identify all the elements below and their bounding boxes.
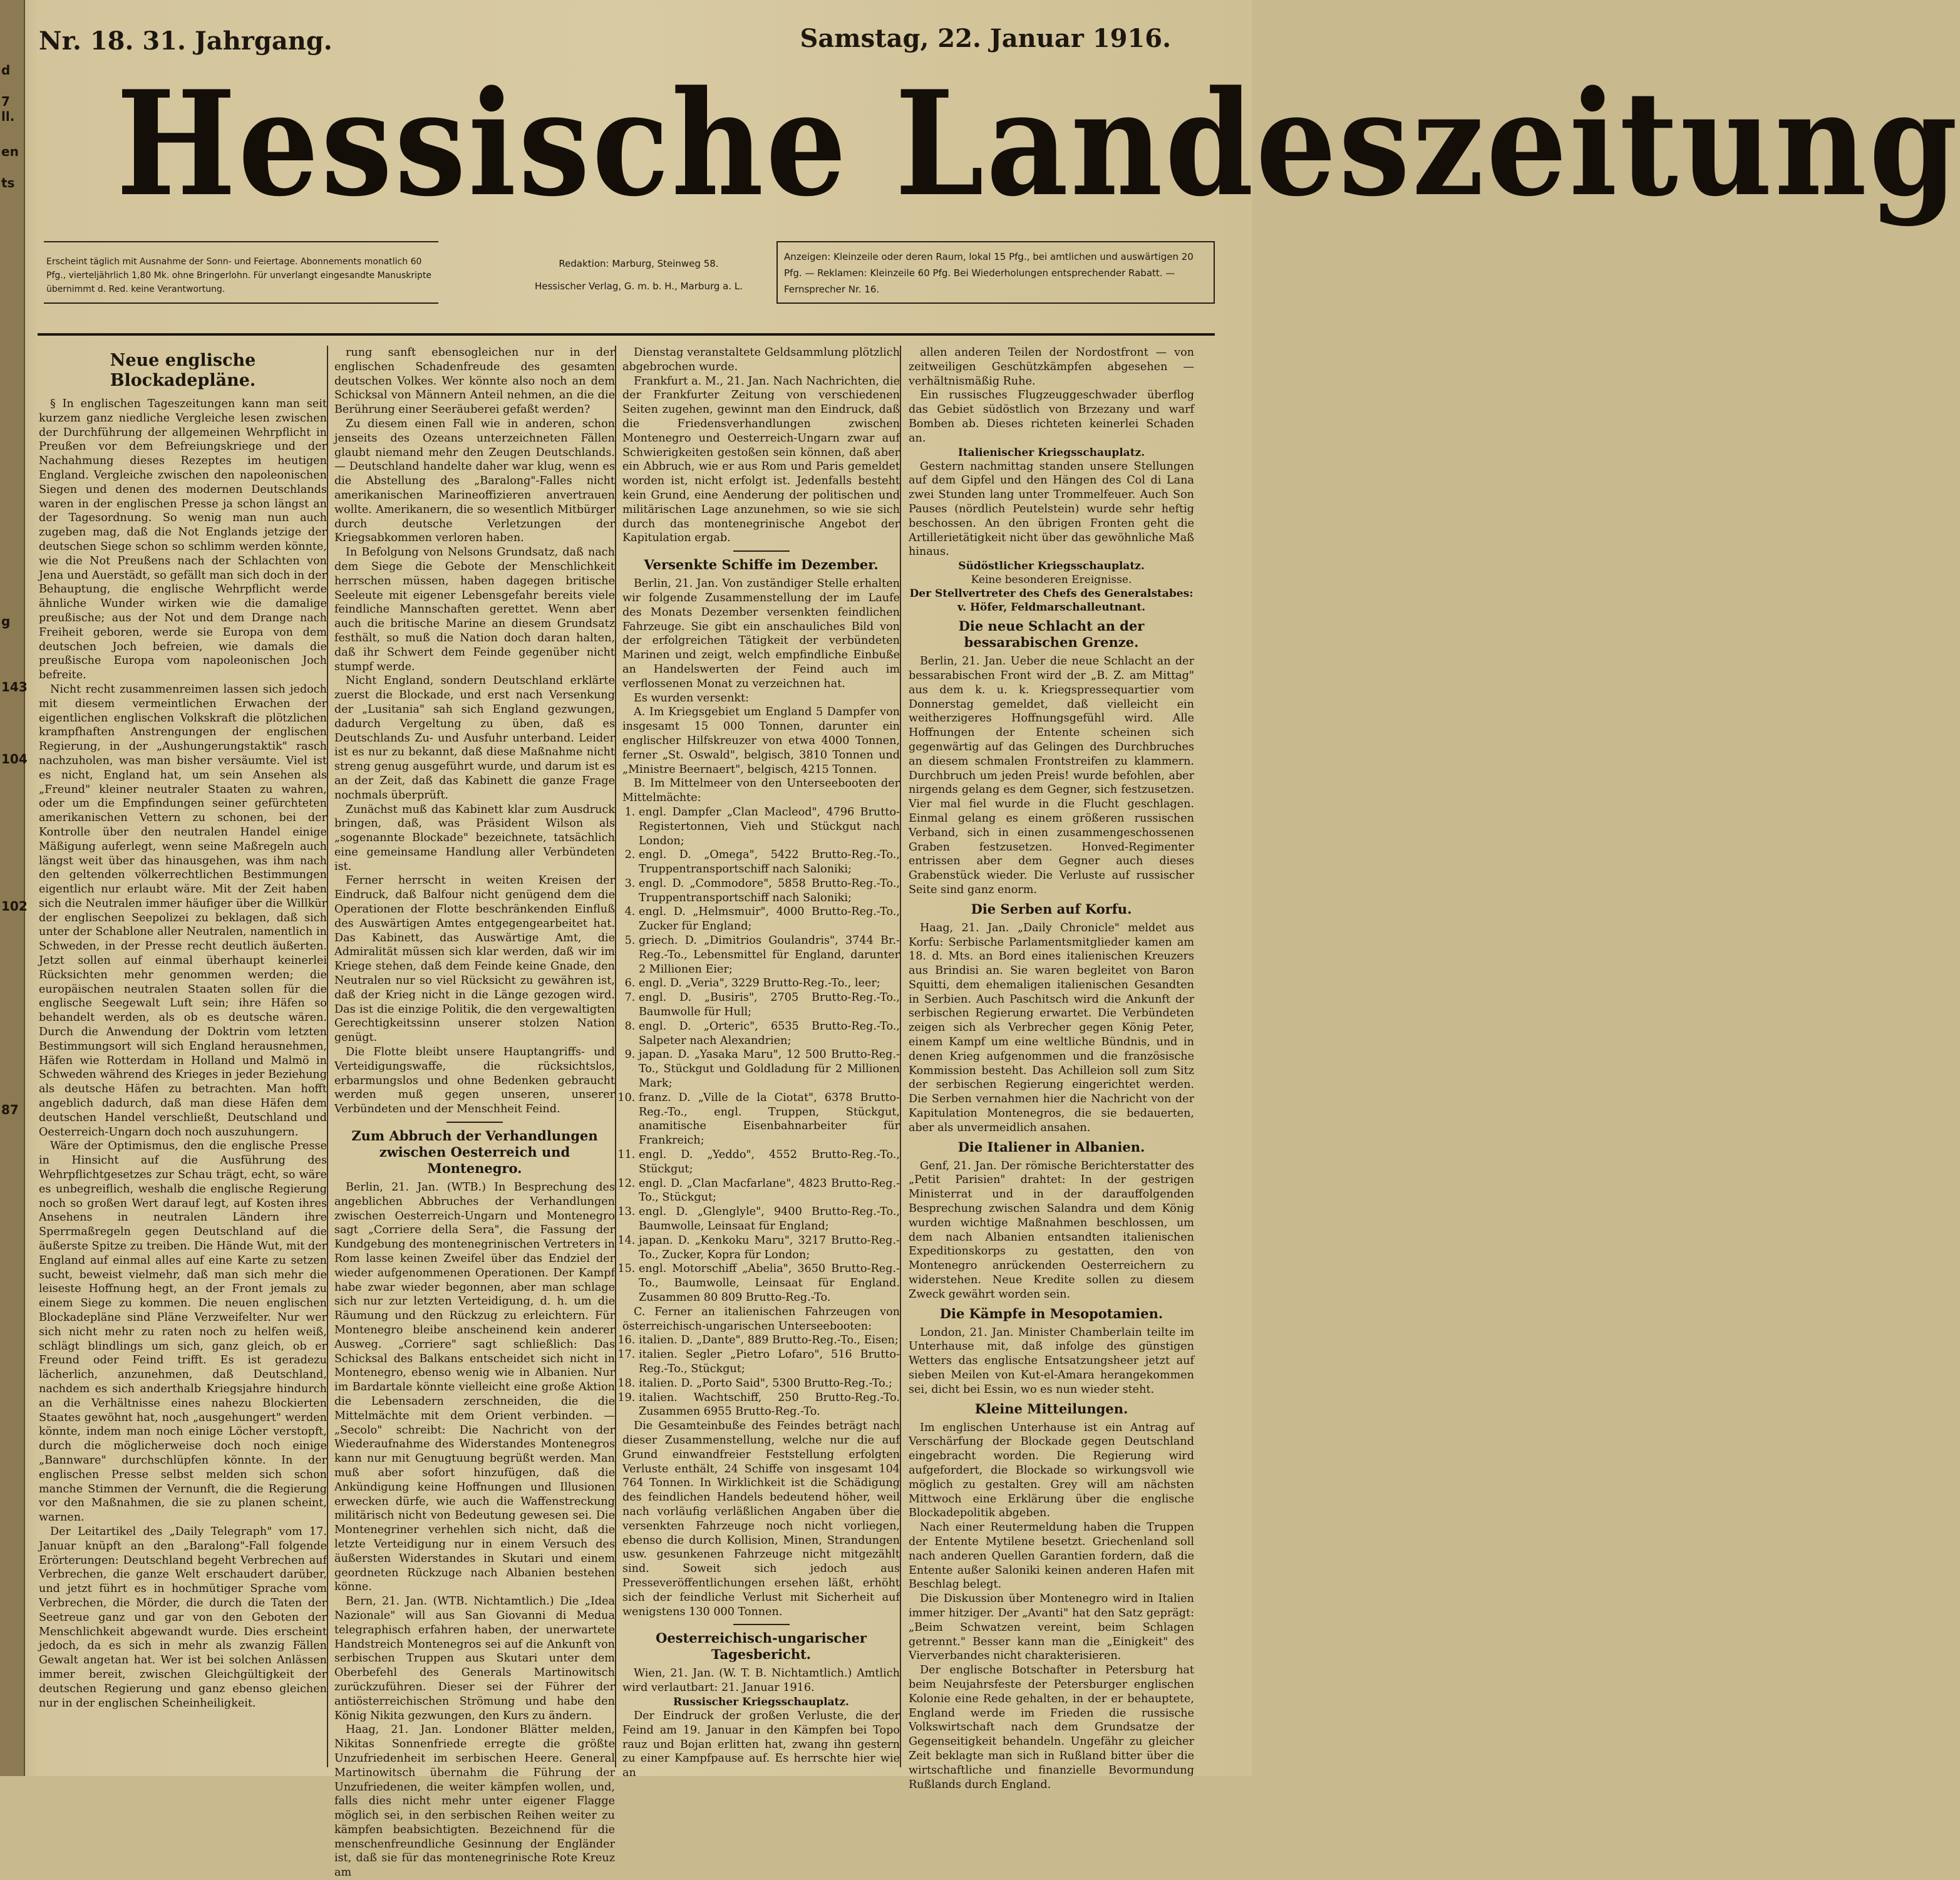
list-item: 14. japan. D. „Kenkoku Maru", 3217 Brutto-Reg.-To., Zucker, Kopra für London; xyxy=(639,1234,900,1263)
editorial-address: Redaktion: Marburg, Steinweg 58. xyxy=(559,258,719,269)
ship-list-italian xyxy=(622,1333,900,1419)
section-divider xyxy=(733,550,790,552)
article-paragraph: Haag, 21. Jan. „Daily Chronicle" meldet aus Korfu: Serbische Parlamentsmitglieder kamen am 18. d. Mts. an Bord eines italienischen Kreuzers aus Brindisi an. Sie waren begleitet von Baron Squitti, dem ehemaligen italienischen Gesandten in Serbien. Auch Paschitsch wird die Ankunft der serbischen Regierung erwartet. Die Verbündeten zeigen sich als Verbrecher gegen König Peter, einem Kampf um eine weltliche Bündnis, und in denen Krieg aufgenommen und die französische Kommission besteht. Das Achilleion soll zum Sitz der serbischen Regierung eingerichtet werden. Die Serben vernahmen hier die Nachricht von der Kapitulation Montenegros, die sie bedauerten, aber als unvermeidlich ansahen. xyxy=(909,921,1194,1134)
article-paragraph: Wien, 21. Jan. (W. T. B. Nichtamtlich.) Amtlich wird verlautbart: 21. Januar 1916. xyxy=(622,1667,900,1695)
section-divider xyxy=(446,1122,503,1123)
list-item: 8. engl. D. „Orteric", 6535 Brutto-Reg.-To., Salpeter nach Alexandrien; xyxy=(639,1020,900,1048)
header-rule xyxy=(38,333,1215,336)
section-subheading: Russischer Kriegsschauplatz. xyxy=(673,1695,849,1708)
article-paragraph: Ferner herrscht in weiten Kreisen der Eindruck, daß Balfour nicht genügend dem die Operationen der Flotte beschränkenden Einfluß des Auswärtigen Amtes entgegengearbeitet hat. Das Kabinett, das Auswärtige Amt, die Admiralität müssen sich klar werden, daß wir im Kriege stehen, daß dem Feinde keine Gnade, den Neutralen nur so viel Rücksicht zu gewähren ist, daß der Krieg nicht in die Länge gezogen wird. Das ist die einzige Politik, die den vergewaltigten Gerechtigkeitssinn unserer stolzen Nation genügt. xyxy=(334,874,615,1045)
article-paragraph: London, 21. Jan. Minister Chamberlain teilte im Unterhause mit, daß infolge des günstigen Wetters das englische Entsatzungsheer jetzt auf sieben Meilen von Kut-el-Amara herangekommen sei, dicht bei Essin, wo es nun wieder steht. xyxy=(909,1326,1194,1396)
article-paragraph: B. Im Mittelmeer von den Unterseebooten der Mittelmächte: xyxy=(622,777,900,805)
article-paragraph: Zunächst muß das Kabinett klar zum Ausdruck bringen, daß, was Präsident Wilson als „sogenannte Blockade" bezeichnete, tatsächlich eine gemeinsame Handlung aller Verbündeten ist. xyxy=(334,803,615,873)
article-paragraph: C. Ferner an italienischen Fahrzeugen von österreichisch-ungarischen Unterseebooten: xyxy=(622,1305,900,1333)
article-paragraph: Gestern nachmittag standen unsere Stellungen auf dem Gipfel und den Hängen des Col di Lana zwei Stunden lang unter Trommelfeuer. Auch Son Pauses (nördlich Peutelstein) wurde sehr heftig beschossen. An den übrigen Fronten geht die Artillerietätigkeit nicht über das gewöhnliche Maß hinaus. xyxy=(909,460,1194,559)
list-item: 6. engl. D. „Veria", 3229 Brutto-Reg.-To., leer; xyxy=(639,976,900,991)
article-paragraph: Berlin, 21. Jan. Von zuständiger Stelle erhalten wir folgende Zusammenstellung der im Laufe des Monats Dezember versenkten feindlichen Fahrzeuge. Sie gibt ein anschauliches Bild von der erfolgreichen Tätigkeit der verbündeten Marinen und zeigt, welch empfindliche Einbuße an Handelswerten der Feind auch im verflossenen Monat zu verzeichnen hat. xyxy=(622,577,900,690)
article-paragraph: Genf, 21. Jan. Der römische Berichterstatter des „Petit Parisien" drahtet: In der gestrigen Ministerrat und in der darauffolgenden Besprechung zwischen Salandra und dem König wurden wichtige Maßnahmen beschlossen, um dem nach Albanien entsandten italienischen Expeditionskorps zu gestatten, den von Montenegro anrückenden Oesterreichern zu widerstehen. Neue Kredite sollen zu diesem Zweck gewährt worden sein. xyxy=(909,1159,1194,1301)
column-3 xyxy=(615,346,900,1780)
article-paragraph: Nicht England, sondern Deutschland erklärte zuerst die Blockade, und erst nach Versenkung der „Lusitania" sah sich England gezwungen, dadurch Vergeltung zu üben, daß es Deutschlands Zu- und Ausfuhr unterband. Leider ist es nur zu bekannt, daß diese Maßnahme nicht streng genug ausgeführt wurde, und darum ist es an der Zeit, daß das Kabinett die ganze Frage nochmals überprüft. xyxy=(334,674,615,802)
issue-date: Samstag, 22. Januar 1916. xyxy=(800,24,1171,53)
article-paragraph: Haag, 21. Jan. Londoner Blätter melden, Nikitas Sonnenfriede erregte die größte Unzufriedenheit im serbischen Heere. General Martinowitsch übernahm die Führung der Unzufriedenen, die weiter kämpfen wollen, und, falls dies nicht mehr unter eigener Flagge möglich sei, in den serbischen Reihen weiter zu kämpfen beabsichtigten. Bezeichnend für die menschenfreundliche Gesinnung der Engländer ist, daß sie für das montenegrinische Rote Kreuz am xyxy=(334,1723,615,1879)
list-item: 16. italien. D. „Dante", 889 Brutto-Reg.-To., Eisen; xyxy=(639,1333,900,1348)
publisher-info: Hessischer Verlag, G. m. b. H., Marburg a. L. xyxy=(534,281,743,292)
article-headline: Oesterreichisch-ungarischer Tagesbericht. xyxy=(656,1630,867,1663)
list-item: 7. engl. D. „Busiris", 2705 Brutto-Reg.-To., Baumwolle für Hull; xyxy=(639,991,900,1020)
article-paragraph: Berlin, 21. Jan. (WTB.) In Besprechung des angeblichen Abbruches der Verhandlungen zwischen Oesterreich-Ungarn und Montenegro sagt „Corriere della Sera", die Fassung der Kundgebung des montenegrinischen Vertreters in Rom lasse keinen Zweifel über das Endziel der wieder aufgenommenen Operationen. Der Kampf habe zwar wieder begonnen, aber man schlage sich nur zur letzten Verteidigung, d. h. um die Räumung und den Rückzug zu erleichtern. Für Montenegro bleibe anscheinend kein anderer Ausweg. „Corriere" sagt schließlich: Das Schicksal des Balkans entscheidet sich nicht in Montenegro, ebenso wenig wie in Albanien. Nur im Bardartale könnte vielleicht eine große Aktion die Lebensadern zerschneiden, die die Mittelmächte mit dem Orient verbinden. — „Secolo" schreibt: Die Nachricht von der Wiederaufnahme des Widerstandes Montenegros kann nur mit Genugtuung begrüßt werden. Man muß aber sofort hinzufügen, daß die Ankündigung keine Hoffnungen und Illusionen erwecken dürfe, wie auch die Waffenstreckung militärisch nicht von Bedeutung gewesen sei. Die Montenegriner verhehlen sich nicht, daß die letzte Verteidigung nur in einem Versuch des äußersten Widerstandes in Skutari und einem geordneten Rückzuge nach Albanien bestehen könne. xyxy=(334,1181,615,1594)
section-subheading: Südöstlicher Kriegsschauplatz. xyxy=(958,560,1145,573)
list-item: 10. franz. D. „Ville de la Ciotat", 6378 Brutto-Reg.-To., engl. Truppen, Stückgut, anamitische Eisenbahnarbeiter für Frankreich; xyxy=(639,1091,900,1148)
article-paragraph: Dienstag veranstaltete Geldsammlung plötzlich abgebrochen wurde. xyxy=(622,346,900,373)
article-paragraph: Ein russisches Flugzeuggeschwader überflog das Gebiet südöstlich von Brzezany und warf Bomben ab. Dieses richteten keinerlei Schaden an. xyxy=(909,389,1194,445)
article-headline: Zum Abbruch der Verhandlungen zwischen Oesterreich und Montenegro. xyxy=(351,1128,598,1177)
article-paragraph: allen anderen Teilen der Nordostfront — von zeitweiligen Geschützkämpfen abgesehen — verhältnismäßig Ruhe. xyxy=(909,346,1194,388)
strip-text: g xyxy=(1,614,11,629)
section-subheading: Italienischer Kriegsschauplatz. xyxy=(957,446,1145,459)
article-paragraph: Frankfurt a. M., 21. Jan. Nach Nachrichten, die der Frankfurter Zeitung von verschiedenen Seiten zugehen, gewinnt man den Eindruck, daß die Friedensverhandlungen zwischen Montenegro und Oesterreich-Ungarn zwar auf Schwierigkeiten gestoßen sein können, daß aber ein Abbruch, wie er aus Rom und Paris gemeldet worden ist, nicht erfolgt ist. Jedenfalls besteht kein Grund, eine Aenderung der politischen und militärischen Lage anzunehmen, so wie sie sich durch das montenegrinische Angebot der Kapitulation ergab. xyxy=(622,374,900,545)
article-paragraph: Im englischen Unterhause ist ein Antrag auf Verschärfung der Blockade gegen Deutschland eingebracht worden. Die Regierung wird aufgefordert, die Blockade so wirkungsvoll wie möglich zu gestalten. Grey will am nächsten Mittwoch eine Erklärung über die englische Blockadepolitik abgeben. xyxy=(909,1421,1194,1520)
section-divider xyxy=(733,1624,790,1625)
signature: Der Stellvertreter des Chefs des Generalstabes: v. Höfer, Feldmarschalleutnant. xyxy=(909,587,1194,614)
subscription-info: Erscheint täglich mit Ausnahme der Sonn- und Feiertage. Abonnements monatlich 60 Pfg., vierteljährlich 1,80 Mk. ohne Bringerlohn. Für unverlangt eingesandte Manuskripte übernimmt d. Red. keine Verantwortung. xyxy=(44,241,438,304)
article-paragraph: Nicht recht zusammenreimen lassen sich jedoch mit diesem vermeintlichen Erwachen der eigentlichen englischen Volkskraft die plötzlichen krampfhaften Anstrengungen der englischen Regierung, in der „Aushungerungstaktik" rasch nachzuholen, was man bisher versäumte. Viel ist es nicht, England hat, um sein Ansehen als „Freund" kleiner neutraler Staaten zu wahren, oder um die Empfindungen seiner gefürchteten amerikanischen Vettern zu schonen, bei der Kontrolle über den neutralen Handel einige Mäßigung auferlegt, wenn seine Maßregeln auch längst weit über das hinausgehen, was ihm nach den geltenden völkerrechtlichen Bestimmungen eigentlich nur erlaubt wäre. Mit der Zeit haben sich die Neutralen immer häufiger über die Willkür der englischen Seepolizei zu beklagen, daß sich unter der Schablone aller Neutralen, namentlich in Schweden, in der Presse recht deutlich äußerten. Jetzt sollen auf einmal überhaupt keinerlei Rücksichten mehr genommen werden; die europäischen neutralen Staaten sollen für die englische Seegewalt Luft sein; ihre Häfen so behandelt werden, als ob es deutsche wären. Durch die Anwendung der Doktrin vom letzten Bestimmungsort will sich England herausnehmen, Häfen wie Rotterdam in Holland und Malmö in Schweden während des Krieges in jeder Beziehung als deutsche Häfen zu betrachten. Man hofft angeblich dadurch, daß man diese Häfen dem deutschen Handel verschließt, Deutschland und Oesterreich-Ungarn doch noch auszuhungern. xyxy=(39,683,327,1139)
list-item: 5. griech. D. „Dimitrios Goulandris", 3744 Br.-Reg.-To., Lebensmittel für England, darunter 2 Millionen Eier; xyxy=(639,934,900,976)
article-paragraph: Wäre der Optimismus, den die englische Presse in Hinsicht auf die Ausführung des Wehrpflichtgesetzes zur Schau trägt, echt, so wäre es unbegreiflich, weshalb die englische Regierung noch so großen Wert darauf legt, auf Kosten ihres Ansehens in neutralen Ländern ihre Sperrmaßregeln gegen Deutschland auf die äußerste Spitze zu treiben. Die Hände Wut, mit der England auf einmal alles auf eine Karte zu setzen sucht, beweist vielmehr, daß man sich mehr die leiseste Hoffnung hegt, an der Front jemals zu einem Siege zu kommen. Die neuen englischen Blockadepläne sind Pläne Verzweifelter. Nur wer sich nicht mehr zu raten noch zu helfen weiß, schlägt blindlings um sich, ganz gleich, ob er Freund oder Feind trifft. Es ist geradezu lächerlich, anzunehmen, daß Deutschland, nachdem es sich anderthalb Kriegsjahre hindurch an die Verhältnisse eines nahezu Blockierten Staates gewöhnt hat, noch „ausgehungert" werden könnte, indem man noch einige Löcher verstopft, durch die möglicherweise doch noch einige „Bannware" durchschlüpfen könnte. In der englischen Presse selbst melden sich schon manche Stimmen der Vernunft, die die Regierung vor den Maßnahmen, die sie zu planen scheint, warnen. xyxy=(39,1140,327,1524)
list-item: 4. engl. D. „Helmsmuir", 4000 Brutto-Reg.-To., Zucker für England; xyxy=(639,905,900,934)
article-paragraph: Zu diesem einen Fall wie in anderen, schon jenseits des Ozeans unterzeichneten Fällen glaubt niemand mehr den Zeugen Deutschlands. — Deutschland handelte daher war klug, wenn es die Abstellung des „Baralong"-Falles nicht amerikanischen Marineoffizieren anvertrauen wollte. Amerikanern, die so wesentlich Mitbürger durch deutsche Verletzungen der Kriegsabkommen verloren haben. xyxy=(334,417,615,545)
article-paragraph: Der Eindruck der großen Verluste, die der Feind am 19. Januar in den Kämpfen bei Topo rauz und Bojan erlitten hat, zwang ihn gestern zu einer Kampfpause auf. Es herrschte hier wie an xyxy=(622,1709,900,1780)
strip-text: d xyxy=(1,63,11,78)
article-paragraph: Bern, 21. Jan. (WTB. Nichtamtlich.) Die „Idea Nazionale" will aus San Giovanni di Medua telegraphisch erfahren haben, der unerwartete Handstreich Montenegros sei auf die Ankunft von serbischen Truppen aus Skutari unter dem Oberbefehl des Generals Martinowitsch zurückzuführen. Dieser sei der Führer der antiösterreichischen Strömung und habe den König Nikita gezwungen, den Kurs zu ändern. xyxy=(334,1595,615,1722)
article-headline: Kleine Mitteilungen. xyxy=(974,1400,1128,1417)
list-item: 15. engl. Motorschiff „Abelia", 3650 Brutto-Reg.-To., Baumwolle, Leinsaat für England. Zusammen 80 809 Brutto-Reg.-To. xyxy=(639,1262,900,1304)
article-paragraph: Nach einer Reutermeldung haben die Truppen der Entente Mytilene besetzt. Griechenland soll nach anderen Quellen Garantien fordern, daß die Entente außer Saloniki keinen anderen Hafen mit Beschlag belegt. xyxy=(909,1521,1194,1591)
newspaper-title: Hessische Landeszeitung xyxy=(116,59,1960,229)
list-item: 3. engl. D. „Commodore", 5858 Brutto-Reg.-To., Truppentransportschiff nach Saloniki; xyxy=(639,877,900,906)
advertising-info: Anzeigen: Kleinzeile oder deren Raum, lokal 15 Pfg., bei amtlichen und auswärtigen 20 Pfg. — Reklamen: Kleinzeile 60 Pfg. Bei Wiederholungen entsprechender Rabatt. — Fernsprecher Nr. 16. xyxy=(776,241,1215,304)
list-item: 12. engl. D. „Clan Macfarlane", 4823 Brutto-Reg.-To., Stückgut; xyxy=(639,1177,900,1206)
strip-text: 102 xyxy=(1,899,28,914)
article-paragraph: Die Gesamteinbuße des Feindes beträgt nach dieser Zusammenstellung, welche nur die auf Grund einwandfreier Feststellung erfolgten Verluste enthält, 24 Schiffe von insgesamt 104 764 Tonnen. In Wirklichkeit ist die Schädigung des feindlichen Handels bedeutend höher, weil nach vorläufig verläßlichen Angaben über die versenkten Fahrzeuge noch nicht vorliegen, ebenso die durch Kollision, Minen, Strandungen usw. gesunkenen Fahrzeuge nicht mitgezählt sind. Soweit sich jedoch aus Presseveröffentlichungen ersehen läßt, erhöht sich der feindliche Verlust mit Sicherheit auf wenigstens 130 000 Tonnen. xyxy=(622,1420,900,1618)
article-headline: Versenkte Schiffe im Dezember. xyxy=(644,557,879,573)
article-headline: Die Kämpfe in Mesopotamien. xyxy=(939,1305,1163,1321)
editorial-info xyxy=(501,241,776,304)
strip-text: 143 xyxy=(1,679,28,695)
article-paragraph: In Befolgung von Nelsons Grundsatz, daß nach dem Siege die Gebote der Menschlichkeit herrschen müssen, haben dagegen britische Seeleute mit eigener Lebensgefahr bereits viele feindliche Mannschaften gerettet. Wenn aber auch die britische Marine an diesem Grundsatz festhält, so muß die Nation doch daran halten, daß ihr Schwert dem Feinde gegenüber nicht stumpf werde. xyxy=(334,546,615,673)
adjacent-page-strip xyxy=(0,0,28,1776)
strip-text: 7 ll. xyxy=(1,94,15,124)
article-headline: Die Serben auf Korfu. xyxy=(971,901,1132,917)
strip-text: 87 xyxy=(1,1102,19,1117)
column-2 xyxy=(327,346,615,1879)
article-paragraph: A. Im Kriegsgebiet um England 5 Dampfer von insgesamt 15 000 Tonnen, darunter ein englischer Hilfskreuzer von etwa 4000 Tonnen, ferner „St. Oswald", belgisch, 3810 Tonnen und „Ministre Beernaert", belgisch, 4215 Tonnen. xyxy=(622,706,900,776)
article-headline: Die neue Schlacht an der bessarabischen Grenze. xyxy=(958,618,1145,651)
list-item: 13. engl. D. „Glenglyle", 9400 Brutto-Reg.-To., Baumwolle, Leinsaat für England; xyxy=(639,1205,900,1234)
strip-text: ts xyxy=(1,175,15,190)
list-item: 1. engl. Dampfer „Clan Macleod", 4796 Brutto-Registertonnen, Vieh und Stückgut nach London; xyxy=(639,805,900,848)
list-item: 11. engl. D. „Yeddo", 4552 Brutto-Reg.-To., Stückgut; xyxy=(639,1148,900,1177)
strip-text: 104 xyxy=(1,751,28,767)
column-1 xyxy=(39,346,327,1767)
article-headline: Neue englische Blockadepläne. xyxy=(110,351,256,390)
article-paragraph: Der englische Botschafter in Petersburg hat beim Neujahrsfeste der Petersburger englischen Kolonie eine Rede gehalten, in der er behauptete, England werde im Frieden die russische Volkswirtschaft nach dem Grundsatze der Gegenseitigkeit behandeln. Ungefähr zu gleicher Zeit beklagte man sich in Rußland bitter über die wirtschaftliche und finanzielle Bevormundung Rußlands durch England. xyxy=(909,1664,1194,1791)
column-4 xyxy=(900,346,1194,1791)
article-paragraph: Keine besonderen Ereignisse. xyxy=(971,574,1132,587)
strip-text: en xyxy=(1,144,19,159)
article-paragraph: Die Diskussion über Montenegro wird in Italien immer hitziger. Der „Avanti" hat den Satz geprägt: „Beim Schwatzen vereint, beim Schlagen getrennt." Besser kann man die „Einigkeit" des Vierverbandes nicht charakterisieren. xyxy=(909,1593,1194,1663)
list-item: 18. italien. D. „Porto Said", 5300 Brutto-Reg.-To.; xyxy=(639,1376,900,1391)
list-item: 9. japan. D. „Yasaka Maru", 12 500 Brutto-Reg.-To., Stückgut und Goldladung für 2 Millionen Mark; xyxy=(639,1048,900,1090)
list-item: 17. italien. Segler „Pietro Lofaro", 516 Brutto-Reg.-To., Stückgut; xyxy=(639,1348,900,1376)
article-paragraph: Der Leitartikel des „Daily Telegraph" vom 17. Januar knüpft an den „Baralong"-Fall folgende Erörterungen: Deutschland begeht Verbrechen auf Verbrechen, die ganze Welt erschaudert darüber, und jetzt führt es in hochmütiger Sprache vom Verbrechen, die Mörder, die durch die Taten der Seetreue ganz und gar von den Geboten der Menschlichkeit abgewandt wurde. Dies erscheint jedoch, da es sich in mehr als zwanzig Fällen Gewalt angetan hat. Wer ist bei solchen Anlässen immer bereit, zwischen Gleichgültigkeit der deutschen Regierung und ganz ebenso gleichen nur in der englischen Scheinheiligkeit. xyxy=(39,1525,327,1710)
article-paragraph: § In englischen Tageszeitungen kann man seit kurzem ganz niedliche Vergleiche lesen zwischen der Durchführung der allgemeinen Wehrpflicht in Preußen vor dem Befreiungskriege und der Nachahmung dieses Rezeptes im heutigen England. Vergleiche zwischen den napoleonischen Siegen und denen des modernen Deutschlands waren in der englischen Presse ja schon längst an der Tagesordnung. So wenig man nun auch zugeben mag, daß die Not Englands jetzige der deutschen Siege schon so schlimm werden könnte, wie die Not Preußens nach der Schlachten von Jena und Auerstädt, so gefällt man sich doch in der Behauptung, die englische Wehrpflicht werde ähnliche Wunder wirken wie die damalige preußische; aus der Not und dem Drange nach Freiheit geboren, werde sie Europa von dem deutschen Joch befreien, wie damals die preußische Europa vom napoleonischen Joch befreite. xyxy=(39,398,327,682)
article-headline: Die Italiener in Albanien. xyxy=(957,1139,1145,1155)
article-paragraph: rung sanft ebensogleichen nur in der englischen Schadenfreude des gesamten deutschen Volkes. Wer könnte also noch an dem Schicksal von Männern Anteil nehmen, an die die Berührung einer Seeräuberei gefaßt werden? xyxy=(334,346,615,416)
article-paragraph: Es wurden versenkt: xyxy=(634,691,750,705)
article-paragraph: Berlin, 21. Jan. Ueber die neue Schlacht an der bessarabischen Front wird der „B. Z. am Mittag" aus dem k. u. k. Kriegspressequartier vom Donnerstag gemeldet, daß vielleicht ein weitherzigeres Hoffnungsgefühl wird. Alle Hoffnungen der Entente scheinen sich gegenwärtig auf das Gelingen des Durchbruches an diesem schmalen Frontstreifen zu klammern. Durchbruch um jeden Preis! wurde befohlen, aber nirgends gelang es dem Gegner, sich festzusetzen. Vier mal fiel wurde in die Flucht geschlagen. Einmal gelang es einem größeren russischen Verband, sich in einen zusammengeschossenen Graben festzusetzen. Honved-Regimenter entrissen aber dem Gegner auch dieses Grabenstück wieder. Die Verluste auf russischer Seite sind ganz enorm. xyxy=(909,655,1194,896)
issue-number: Nr. 18. 31. Jahrgang. xyxy=(39,26,333,56)
ship-list xyxy=(622,805,900,1305)
list-item: 2. engl. D. „Omega", 5422 Brutto-Reg.-To., Truppentransportschiff nach Saloniki; xyxy=(639,848,900,877)
article-paragraph: Die Flotte bleibt unsere Hauptangriffs- und Verteidigungswaffe, die rücksichtslos, erbarmungslos und ohne Bedenken gebraucht werden muß gegen unseren, unserer Verbündeten und der Menschheit Feind. xyxy=(334,1046,615,1116)
list-item: 19. italien. Wachtschiff, 250 Brutto-Reg.-To. Zusammen 6955 Brutto-Reg.-To. xyxy=(639,1391,900,1420)
